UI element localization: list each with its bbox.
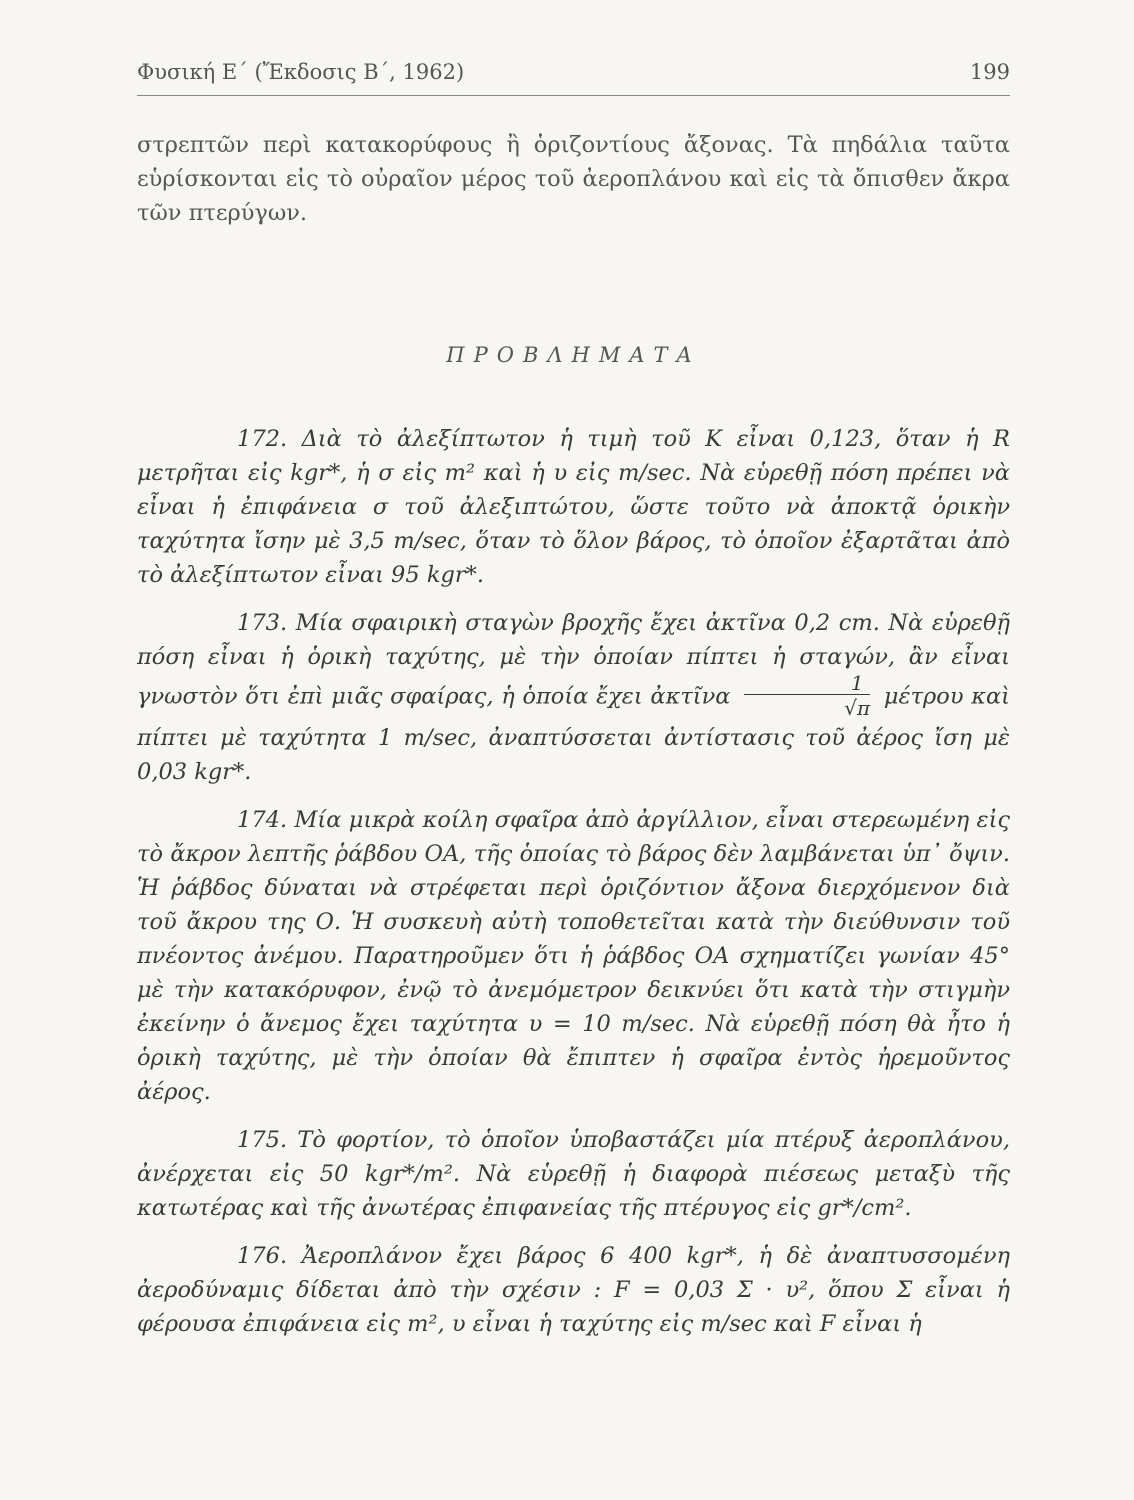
problem-172 — [137, 422, 1010, 592]
problem-number: 173. — [237, 610, 288, 636]
running-title: Φυσική Ε΄ (Ἔκδοσις Β΄, 1962) — [137, 60, 465, 84]
problem-text-before: Μία σφαιρικὴ σταγὼν βροχῆς ἔχει ἀκτῖνα 0,2 cm. Νὰ εὑρεθῇ πόση εἶναι ἡ ὁρικὴ ταχύτης, μὲ τὴν ὁποίαν πίπτει ἡ σταγών, ἂν εἶναι γνωστὸν ὅτι ἐπὶ μιᾶς σφαίρας, ἡ ὁποία ἔχει ἀκτῖνα — [137, 610, 1010, 710]
problem-text: Τὸ φορτίον, τὸ ὁποῖον ὑποβαστάζει μία πτέρυξ ἀεροπλάνου, ἀνέρχεται εἰς 50 kgr*/m². Νὰ εὑρεθῇ ἡ διαφορὰ πιέσεως μεταξὺ τῆς κατωτέρας καὶ τῆς ἀνωτέρας ἐπιφανείας τῆς πτέρυγος εἰς gr*/cm². — [137, 1127, 1010, 1221]
page-body — [137, 128, 1010, 1355]
problem-text-after: μέτρου καὶ πίπτει μὲ ταχύτητα 1 m/sec, ἀναπτύσσεται ἀντίστασις τοῦ ἀέρος ἴση μὲ 0,03 kgr*. — [137, 683, 1011, 785]
fraction — [744, 672, 870, 719]
fraction-denominator: √π — [844, 696, 871, 720]
intro-paragraph: στρεπτῶν περὶ κατακορύφους ἢ ὁριζοντίους ἄξονας. Τὰ πηδάλια ταῦτα εὑρίσκονται εἰς τὸ οὐραῖον μέρος τοῦ ἀεροπλάνου καὶ εἰς τὰ ὄπισθεν ἄκρα τῶν πτερύγων. — [137, 132, 1010, 226]
page-number: 199 — [969, 60, 1010, 84]
problem-175 — [137, 1123, 1010, 1225]
problem-174 — [137, 803, 1010, 1109]
problem-text: Ἀεροπλάνον ἔχει βάρος 6 400 kgr*, ἡ δὲ ἀναπτυσσομένη ἀεροδύναμις δίδεται ἀπὸ τὴν σχέσιν : F = 0,03 Σ · υ², ὅπου Σ εἶναι ἡ φέρουσα ἐπιφάνεια εἰς m², υ εἶναι ἡ ταχύτης εἰς m/sec καὶ F εἶναι ἡ — [137, 1243, 1011, 1337]
problem-text: Διὰ τὸ ἀλεξίπτωτον ἡ τιμὴ τοῦ K εἶναι 0,123, ὅταν ἡ R μετρῆται εἰς kgr*, ἡ σ εἰς m² καὶ ἡ υ εἰς m/sec. Νὰ εὑρεθῇ πόση πρέπει νὰ εἶναι ἡ ἐπιφάνεια σ τοῦ ἀλεξιπτώτου, ὥστε τοῦτο νὰ ἀποκτᾷ ὁρικὴν ταχύτητα ἴσην μὲ 3,5 m/sec, ὅταν τὸ ὅλον βάρος, τὸ ὁποῖον ἐξαρτᾶται ἀπὸ τὸ ἀλεξίπτωτον εἶναι 95 kgr*. — [137, 426, 1010, 588]
problem-number: 175. — [237, 1127, 288, 1153]
problem-176 — [137, 1239, 1010, 1341]
problem-number: 174. — [237, 807, 288, 833]
problem-number: 176. — [237, 1243, 288, 1269]
fraction-numerator: 1 — [744, 672, 870, 695]
header-rule — [137, 95, 1010, 96]
problem-number: 172. — [237, 426, 288, 452]
problem-173 — [137, 606, 1010, 789]
problem-text: Μία μικρὰ κοίλη σφαῖρα ἀπὸ ἀργίλλιον, εἶναι στερεωμένη εἰς τὸ ἄκρον λεπτῆς ῥάβδου ΟΑ, τῆς ὁποίας τὸ βάρος δὲν λαμβάνεται ὑπ᾽ ὄψιν. Ἡ ῥάβδος δύναται νὰ στρέφεται περὶ ὁριζόντιον ἄξονα διερχόμενον διὰ τοῦ ἄκρου της Ο. Ἡ συσκευὴ αὐτὴ τοποθετεῖται κατὰ τὴν διεύθυνσιν τοῦ πνέοντος ἀνέμου. Παρατηροῦμεν ὅτι ἡ ῥάβδος ΟΑ σχηματίζει γωνίαν 45° μὲ τὴν κατακόρυφον, ἐνῷ τὸ ἀνεμόμετρον δεικνύει ὅτι κατὰ τὴν στιγμὴν ἐκείνην ὁ ἄνεμος ἔχει ταχύτητα υ = 10 m/sec. Νὰ εὑρεθῇ πόση θὰ ἦτο ἡ ὁρικὴ ταχύτης, μὲ τὴν ὁποίαν θὰ ἔπιπτεν ἡ σφαῖρα ἐντὸς ἠρεμοῦντος ἀέρος. — [137, 807, 1010, 1105]
section-heading: ΠΡΟΒΛΗΜΑΤΑ — [446, 343, 701, 367]
